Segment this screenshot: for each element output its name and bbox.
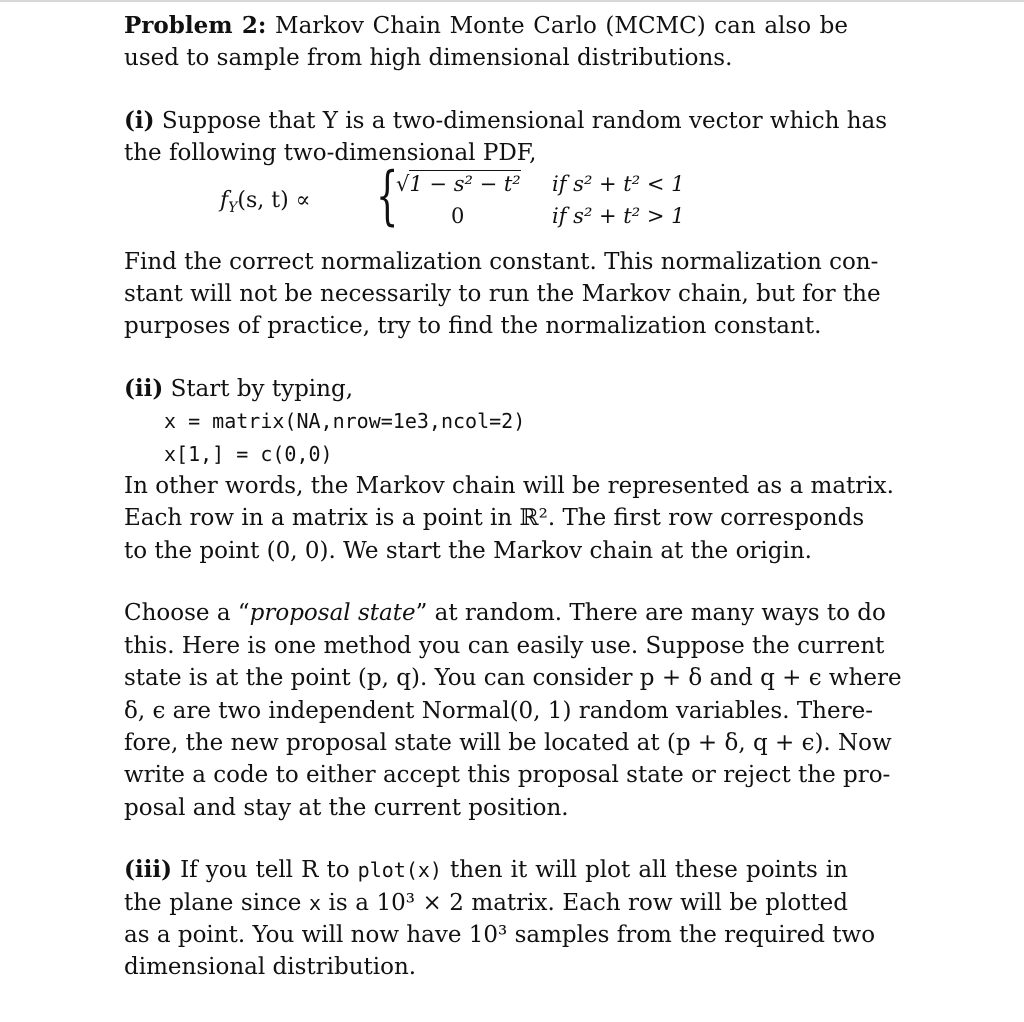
part-iii-line-1-b: then it will plot all these points in [450, 857, 848, 884]
part-i-after-line-1: Find the correct normalization constant. This normalization con- [124, 248, 879, 275]
part-i-line-1: Suppose that Y is a two-dimensional random vector which has [161, 107, 888, 134]
part-i-after-line-3: purposes of practice, try to find the normalization constant. [124, 313, 822, 340]
code-line-1: x = matrix(NA,nrow=1e3,ncol=2) [164, 409, 526, 434]
proposal-state-emphasis: proposal state [249, 600, 416, 627]
part-ii-p2-line-6: write a code to either accept this proposal state or reject the pro- [124, 762, 891, 789]
part-iii-line-2-a: the plane since [124, 889, 302, 916]
part-i-normalization [124, 246, 881, 343]
problem-line-1: Markov Chain Monte Carlo (MCMC) can also be [275, 13, 849, 39]
problem-label: Problem 2: [124, 12, 267, 39]
part-ii-label: (ii) [124, 374, 164, 402]
part-i-label: (i) [124, 106, 155, 134]
formula-left-brace: { [376, 158, 399, 233]
x-code: x [308, 890, 321, 915]
part-ii-paragraph-1 [124, 470, 894, 567]
formula-case-1: √1 − s² − t² [396, 171, 521, 196]
part-ii-intro-text: Start by typing, [170, 375, 354, 402]
top-rule [0, 0, 1024, 2]
part-i-line-2: the following two-dimensional PDF, [124, 140, 537, 167]
formula-condition-2: if s² + t² > 1 [552, 203, 685, 228]
part-iii-line-4: dimensional distribution. [124, 954, 417, 981]
pdf-formula [124, 158, 848, 238]
part-ii-p2-line-2: this. Here is one method you can easily use. Suppose the current [124, 632, 885, 659]
part-ii-p2-line-3: state is at the point (p, q). You can consider p + δ and q + ϵ where [124, 665, 902, 692]
part-iii-line-2-b: is a 10³ × 2 matrix. Each row will be plotted [328, 889, 848, 916]
part-ii-p2-line-1-a: Choose a “ [124, 600, 250, 627]
formula-case-2: 0 [451, 203, 465, 228]
part-ii-p2-line-5: fore, the new proposal state will be located at (p + δ, q + ϵ). Now [124, 729, 892, 756]
part-ii-p2-line-4: δ, ϵ are two independent Normal(0, 1) random variables. There- [124, 697, 873, 724]
part-ii-p1-line-1: In other words, the Markov chain will be represented as a matrix. [124, 473, 894, 500]
part-i-after-line-2: stant will not be necessarily to run the Markov chain, but for the [124, 281, 881, 308]
part-iii [124, 854, 876, 984]
part-i-intro [124, 105, 888, 170]
part-iii-line-3: as a point. You will now have 10³ samples from the required two [124, 921, 876, 948]
part-ii-p1-line-2: Each row in a matrix is a point in ℝ². The first row corresponds [124, 505, 865, 532]
formula-condition-1: if s² + t² < 1 [552, 171, 685, 196]
plot-code: plot(x) [357, 858, 442, 883]
part-ii-paragraph-2 [124, 597, 902, 824]
problem-statement [124, 10, 848, 75]
part-ii-p2-line-7: posal and stay at the current position. [124, 794, 569, 821]
code-line-2: x[1,] = c(0,0) [164, 441, 333, 466]
part-iii-line-1-a: If you tell R to [180, 857, 350, 884]
problem-line-2: used to sample from high dimensional distributions. [124, 45, 733, 72]
document-page [124, 10, 902, 984]
part-ii-p1-line-3: to the point (0, 0). We start the Markov chain at the origin. [124, 537, 812, 564]
part-ii-intro [124, 373, 848, 405]
formula-lhs: $f_Y(s$, t) ∝ [220, 187, 311, 216]
part-iii-label: (iii) [124, 856, 172, 884]
part-ii-p2-line-1-b: ” at random. There are many ways to do [415, 600, 886, 627]
